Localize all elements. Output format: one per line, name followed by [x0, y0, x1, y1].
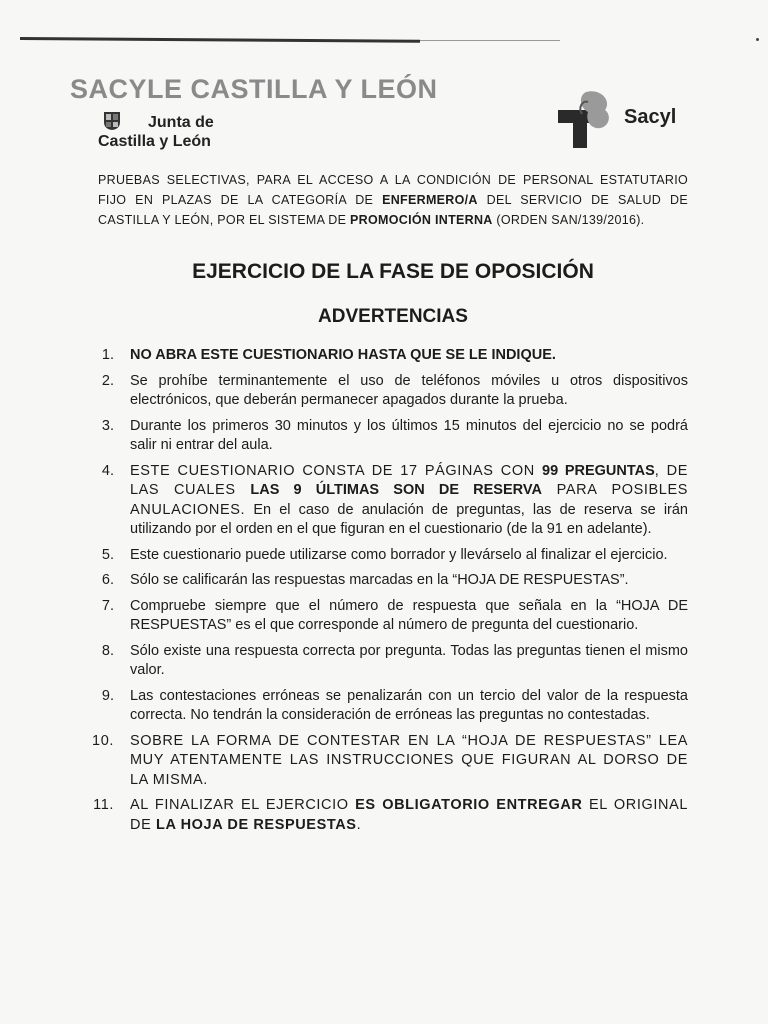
list-item [84, 687, 688, 726]
item-number: 8. [101, 642, 114, 659]
intro-bold-system: PROMOCIÓN INTERNA [350, 213, 493, 227]
intro-text-1: PRUEBAS SELECTIVAS, PARA EL ACCESO A LA CONDICIÓN DE PERSONAL ESTATUTARIO FIJO EN PLAZAS DE LA CATEGORÍA DE [98, 173, 688, 207]
item-number: 4. [101, 462, 114, 479]
list-item [84, 462, 688, 540]
warnings-list [84, 346, 688, 841]
item-text-bold: LAS 9 ÚLTIMAS SON DE RESERVA [250, 482, 542, 498]
item-text-caps: , DE LAS CUALES [130, 462, 688, 498]
item-text: Sólo existe una respuesta correcta por pregunta. Todas las preguntas tienen el mismo valor. [130, 642, 688, 678]
list-item [84, 546, 688, 566]
item-text: SOBRE LA FORMA DE CONTESTAR EN LA “HOJA DE RESPUESTAS” LEA MUY ATENTAMENTE LAS INSTRUCCIONES QUE FIGURAN AL DORSO DE LA MISMA. [130, 732, 688, 788]
section-subtitle: ADVERTENCIAS [318, 306, 468, 327]
item-text-caps: PARA POSIBLES ANULACIONES. [130, 482, 688, 518]
list-item [84, 597, 688, 636]
item-text-caps: ESTE CUESTIONARIO CONSTA DE 17 PÁGINAS CON [130, 462, 543, 479]
item-text: Durante los primeros 30 minutos y los últimos 15 minutos del ejercicio no se podrá salir ni entrar del aula. [130, 417, 688, 453]
document-header [70, 74, 700, 154]
list-item [84, 571, 688, 591]
item-text: Las contestaciones erróneas se penalizarán con un tercio del valor de la respuesta correcta. No tendrán la consideración de erróneas las preguntas no contestadas. [130, 687, 688, 723]
list-item [84, 796, 688, 835]
intro-bold-category: ENFERMERO/A [382, 193, 478, 207]
list-item [84, 372, 688, 411]
sacyl-cross-logo-icon [558, 88, 613, 148]
item-number: 2. [101, 372, 114, 389]
item-number: 10. [92, 732, 114, 749]
item-text: Este cuestionario puede utilizarse como borrador y llevárselo al finalizar el ejercicio. [130, 546, 668, 563]
intro-text-3: (ORDEN SAN/139/2016). [492, 213, 645, 227]
item-text: Compruebe siempre que el número de respuesta que señala en la “HOJA DE RESPUESTAS” es el que corresponde al número de pregunta del cuestionario. [130, 597, 688, 633]
list-item [84, 642, 688, 681]
sacyl-logo-text: Sacyl [624, 106, 677, 128]
intro-paragraph [98, 170, 688, 230]
item-number: 9. [101, 687, 114, 704]
item-text: En el caso de anulación de preguntas, las de reserva se irán utilizando por el orden en el que figuran en el cuestionario (de la 91 en adelante). [130, 501, 688, 537]
castilla-y-leon-label: Castilla y León [98, 133, 211, 150]
item-number: 6. [101, 572, 114, 588]
page-title: EJERCICIO DE LA FASE DE OPOSICIÓN [192, 260, 594, 283]
item-text: Se prohíbe terminantemente el uso de teléfonos móviles u otros dispositivos electrónicos, que deberán permanecer apagados durante la prueba. [130, 372, 688, 408]
junta-coat-of-arms-icon [103, 111, 121, 131]
sacyle-title: SACYLE CASTILLA Y LEÓN [70, 74, 438, 104]
item-text: AL FINALIZAR EL EJERCICIO [130, 797, 356, 813]
scan-border-line-faint [420, 40, 560, 41]
item-number: 1. [101, 347, 114, 363]
item-text: . [356, 816, 362, 833]
item-text-bold: ES OBLIGATORIO ENTREGAR [355, 797, 583, 813]
item-number: 3. [101, 417, 114, 434]
intro-text-2: DEL SERVICIO DE SALUD DE CASTILLA Y LEÓN, POR EL SISTEMA DE [98, 193, 688, 227]
item-text: NO ABRA ESTE CUESTIONARIO HASTA QUE SE LE INDIQUE. [130, 347, 556, 363]
item-text-bold: LA HOJA DE RESPUESTAS [155, 816, 357, 833]
item-text: Sólo se calificarán las respuestas marcadas en la “HOJA DE RESPUESTAS”. [130, 572, 629, 588]
list-item [84, 732, 688, 791]
item-text: EL ORIGINAL DE [130, 797, 689, 833]
item-number: 5. [101, 546, 114, 563]
item-number: 7. [101, 597, 114, 614]
list-item [84, 417, 688, 456]
item-number: 11. [93, 797, 114, 813]
item-text-bold: 99 PREGUNTAS [542, 462, 655, 479]
list-item [84, 346, 688, 366]
junta-de-label: Junta de [148, 114, 214, 131]
scan-speck [756, 38, 759, 41]
scan-border-line [20, 37, 420, 43]
